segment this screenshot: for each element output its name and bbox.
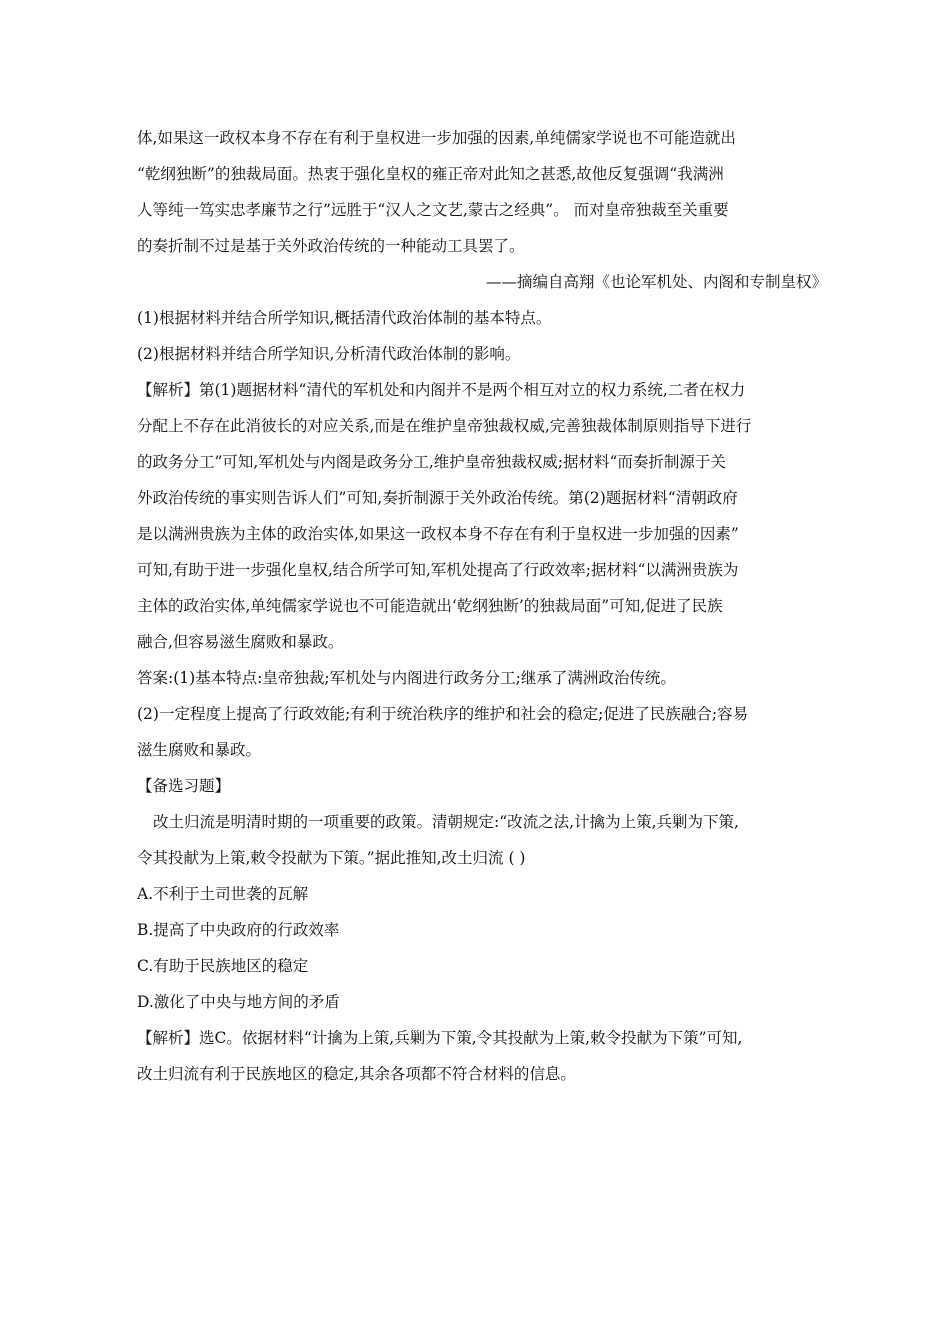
analysis-line: 的政务分工”可知,军机处与内阁是政务分工,维护皇帝独裁权威;据材料“而奏折制源于关 <box>137 453 726 471</box>
option-a: A.不利于土司世袭的瓦解 <box>137 885 309 903</box>
analysis-line: 【解析】第(1)题据材料“清代的军机处和内阁并不是两个相互对立的权力系统,二者在权力 <box>137 381 746 399</box>
answer-line: 答案:(1)基本特点:皇帝独裁;军机处与内阁进行政务分工;继承了满洲政治传统。 <box>137 669 676 687</box>
document-page <box>137 120 827 1092</box>
answer-block <box>137 660 827 768</box>
extra-analysis-line: 【解析】选C。依据材料“计擒为上策,兵剿为下策,令其投献为上策,敕令投献为下策”可知, <box>137 1029 743 1047</box>
analysis-line: 外政治传统的事实则告诉人们”可知,奏折制源于关外政治传统。第(2)题据材料“清朝政府 <box>137 489 738 507</box>
analysis-line: 融合,但容易滋生腐败和暴政。 <box>137 633 344 651</box>
extra-analysis-line: 改土归流有利于民族地区的稳定,其余各项都不符合材料的信息。 <box>137 1065 576 1083</box>
analysis-line: 主体的政治实体,单纯儒家学说也不可能造就出‘乾纲独断’的独裁局面”可知,促进了民族 <box>137 597 723 615</box>
material-line: 体,如果这一政权本身不存在有利于皇权进一步加强的因素,单纯儒家学说也不可能造就出 <box>137 129 736 147</box>
section-heading: 【备选习题】 <box>137 777 231 795</box>
extra-exercise <box>137 768 827 1092</box>
material-line: “乾纲独断”的独裁局面。热衷于强化皇权的雍正帝对此知之甚悉,故他反复强调“我满洲 <box>137 165 724 183</box>
material-line: 的奏折制不过是基于关外政治传统的一种能动工具罢了。 <box>137 237 525 255</box>
material-excerpt <box>137 120 827 300</box>
answer-line: (2)一定程度上提高了行政效能;有利于统治秩序的维护和社会的稳定;促进了民族融合;容易 <box>137 705 749 723</box>
analysis-line: 分配上不存在此消彼长的对应关系,而是在维护皇帝独裁权威,完善独裁体制原则指导下进行 <box>137 417 752 435</box>
material-line: 人等纯一笃实忠孝廉节之行”远胜于“汉人之文艺,蒙古之经典”。 而对皇帝独裁至关重要 <box>137 201 729 219</box>
question-item: (1)根据材料并结合所学知识,概括清代政治体制的基本特点。 <box>137 309 552 327</box>
question-list <box>137 300 827 372</box>
analysis-block <box>137 372 827 660</box>
option-c: C.有助于民族地区的稳定 <box>137 957 309 975</box>
option-b: B.提高了中央政府的行政效率 <box>137 921 340 939</box>
answer-line: 滋生腐败和暴政。 <box>137 741 262 759</box>
analysis-line: 可知,有助于进一步强化皇权,结合所学可知,军机处提高了行政效率;据材料“以满洲贵族为 <box>137 561 739 579</box>
question-item: (2)根据材料并结合所学知识,分析清代政治体制的影响。 <box>137 345 521 363</box>
analysis-line: 是以满洲贵族为主体的政治实体,如果这一政权本身不存在有利于皇权进一步加强的因素” <box>137 525 739 543</box>
question-stem-line: 改土归流是明清时期的一项重要的政策。清朝规定:“改流之法,计擒为上策,兵剿为下策, <box>153 813 739 831</box>
material-source: ——摘编自高翔《也论军机处、内阁和专制皇权》 <box>485 273 827 291</box>
option-d: D.激化了中央与地方间的矛盾 <box>137 993 340 1011</box>
question-stem-line: 令其投献为上策,敕令投献为下策。”据此推知,改土归流 ( ) <box>137 849 526 867</box>
